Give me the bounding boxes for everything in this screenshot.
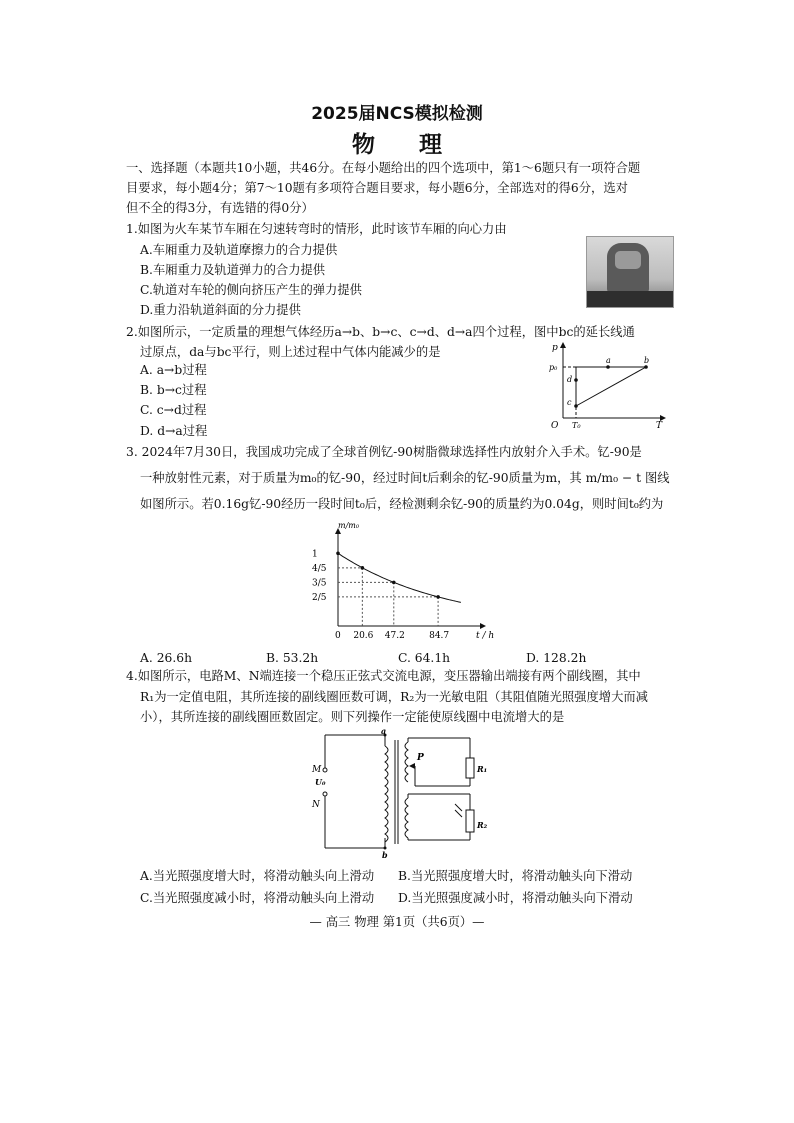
q1-option-a: A.车厢重力及轨道摩擦力的合力提供: [140, 243, 338, 257]
x-axis-label: t / h: [476, 631, 495, 641]
q1-stem: 1.如图为火车某节车厢在匀速转弯时的情形，此时该节车厢的向心力由: [126, 222, 507, 236]
q3-option-b: B. 53.2h: [266, 651, 319, 665]
p-axis-label: p: [552, 343, 558, 353]
point-a-label: a: [606, 356, 611, 365]
t-axis-label: T: [656, 421, 663, 431]
section-instruction-line: 目要求，每小题4分；第7～10题有多项符合题目要求，每小题6分，全部选对的得6分，选对: [126, 181, 628, 195]
q2-option-c: C. c→d过程: [140, 403, 207, 417]
section-instruction-line: 但不全的得3分，有选错的得0分）: [126, 201, 314, 215]
q2-option-d: D. d→a过程: [140, 424, 208, 438]
q1-option-c: C.轨道对车轮的侧向挤压产生的弹力提供: [140, 283, 362, 297]
q2-stem-line: 过原点，da与bc平行，则上述过程中气体内能减少的是: [140, 345, 441, 359]
q4-option-a: A.当光照强度增大时，将滑动触头向上滑动: [140, 869, 375, 883]
resistor-r2-label: R₂: [477, 820, 488, 830]
origin-label: O: [551, 421, 559, 431]
page-footer: — 高三 物理 第1页（共6页）—: [309, 915, 485, 929]
decay-chart: [310, 520, 495, 642]
x-tick-label: 20.6: [353, 631, 374, 641]
q3-option-a: A. 26.6h: [140, 651, 192, 665]
decay-curve: [338, 553, 461, 602]
q4-option-c: C.当光照强度减小时，将滑动触头向上滑动: [140, 891, 375, 905]
q4-stem-line: R₁为一定值电阻，其所连接的副线圈匝数可调，R₂为一光敏电阻（其阻值随光照强度增大而减: [140, 690, 648, 704]
exam-title: 2025届NCS模拟检测: [311, 104, 483, 124]
y-tick-label: 3/5: [312, 578, 327, 589]
q2-option-b: B. b→c过程: [140, 383, 207, 397]
q1-option-b: B.车厢重力及轨道弹力的合力提供: [140, 263, 326, 277]
t0-label: T₀: [572, 421, 581, 430]
node-a-label: a: [381, 726, 387, 736]
y-tick-label: 1: [312, 549, 318, 560]
y-tick-label: 2/5: [312, 592, 327, 603]
resistor-r1-label: R₁: [477, 764, 488, 774]
x-tick-label: 84.7: [429, 631, 450, 641]
pt-diagram: [548, 340, 668, 430]
transformer-circuit: [305, 726, 505, 860]
subject-title: 物 理: [351, 131, 460, 158]
q4-option-b: B.当光照强度增大时，将滑动触头向下滑动: [398, 869, 633, 883]
y-tick-label: 4/5: [312, 563, 327, 574]
train-car-photo: [586, 236, 674, 308]
terminal-n-label: N: [312, 800, 320, 810]
point-d-label: d: [567, 375, 573, 384]
slider-p-label: P: [417, 753, 424, 763]
section-instruction-line: 一、选择题（本题共10小题，共46分。在每小题给出的四个选项中，第1～6题只有一项符合题: [126, 161, 641, 175]
q4-option-d: D.当光照强度减小时，将滑动触头向下滑动: [398, 891, 633, 905]
x-tick-label: 47.2: [384, 631, 405, 641]
source-u0-label: U₀: [315, 777, 326, 787]
point-b-label: b: [644, 356, 650, 365]
q3-stem-line: 3. 2024年7月30日，我国成功完成了全球首例钇-90树脂微球选择性内放射介入手术。钇-90是: [126, 445, 642, 459]
q3-stem-line: 如图所示。若0.16g钇-90经历一段时间t₀后，经检测剩余钇-90的质量约为0.04g，则时间t₀约为: [140, 497, 664, 511]
point-c-label: c: [567, 398, 572, 407]
q4-stem-line: 4.如图所示，电路M、N端连接一个稳压正弦式交流电源，变压器输出端接有两个副线圈，其中: [126, 669, 641, 683]
q4-stem-line: 小），其所连接的副线圈匝数固定。则下列操作一定能使原线圈中电流增大的是: [140, 710, 565, 724]
x-axis-arrow: [480, 623, 486, 629]
node-b-label: b: [382, 850, 388, 860]
q1-option-d: D.重力沿轨道斜面的分力提供: [140, 303, 301, 317]
q3-option-c: C. 64.1h: [398, 651, 451, 665]
q3-option-d: D. 128.2h: [526, 651, 587, 665]
q2-stem-line: 2.如图所示，一定质量的理想气体经历a→b、b→c、c→d、d→a四个过程，图中bc的延长线通: [126, 325, 635, 339]
x-tick-label: 0: [335, 631, 341, 641]
q2-option-a: A. a→b过程: [140, 363, 207, 377]
q3-stem-line: 一种放射性元素，对于质量为m₀的钇-90，经过时间t后剩余的钇-90质量为m，其 m/m₀ − t 图线: [140, 471, 670, 485]
terminal-m-label: M: [312, 765, 322, 775]
p0-label: p₀: [549, 363, 558, 372]
y-axis-label: m/m₀: [338, 521, 360, 530]
